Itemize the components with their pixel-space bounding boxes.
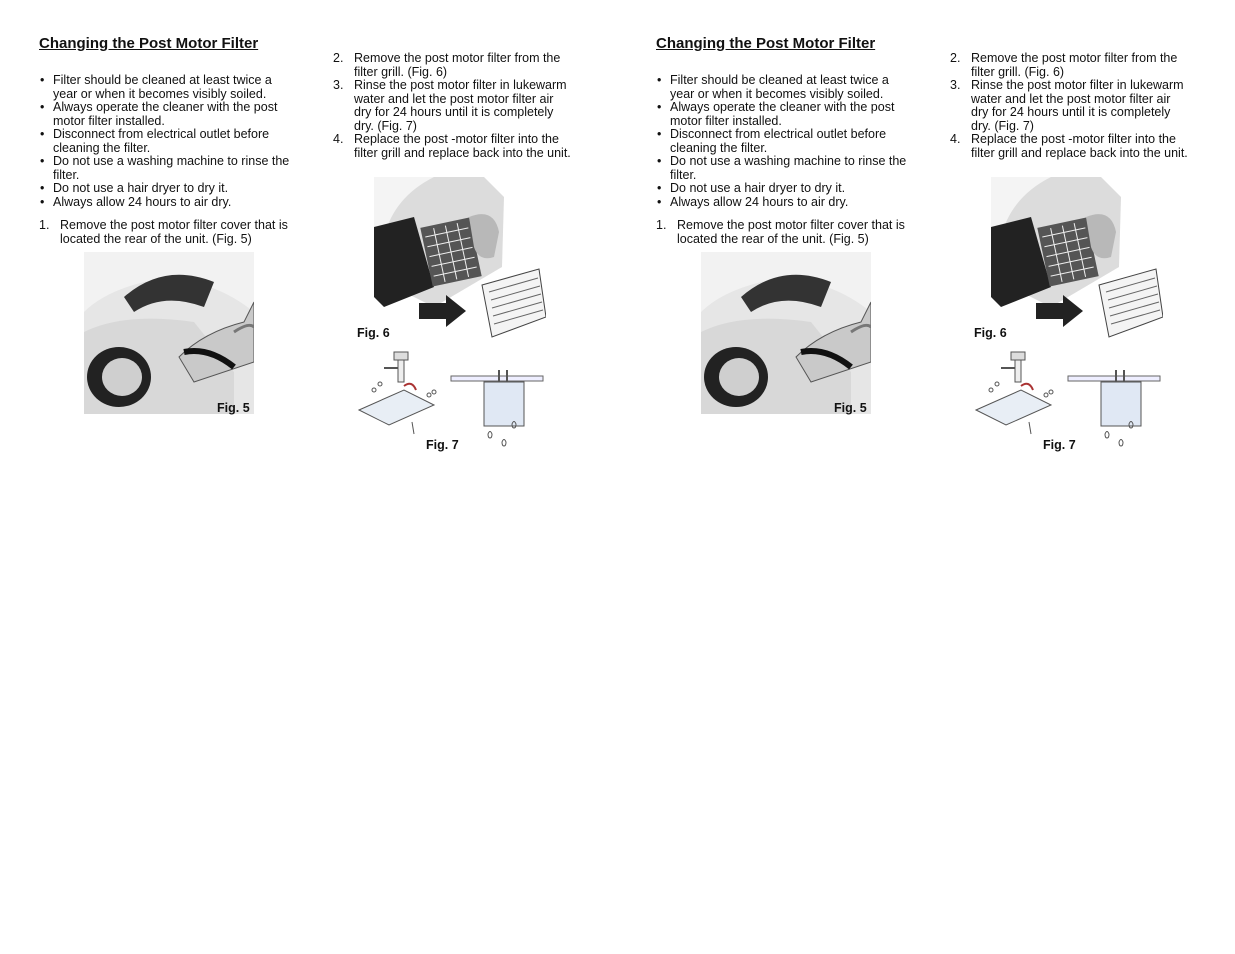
fig7-illustration [971,350,1161,450]
manual-page-left [0,0,617,954]
step-item [656,219,916,246]
step-number: 4. [333,132,344,146]
list-item: • Do not use a hair dryer to dry it. [656,182,916,196]
list-item: • Disconnect from electrical outlet before cleaning the filter. [39,128,299,155]
fig7-illustration [354,350,544,450]
fig6-label: Fig. 6 [357,326,390,340]
fig7-label: Fig. 7 [426,438,459,452]
step-number: 3. [333,78,344,92]
fig5-label: Fig. 5 [834,401,867,415]
step-number: 2. [950,51,961,65]
step-number: 2. [333,51,344,65]
step-text: Replace the post -motor filter into the filter grill and replace back into the unit. [354,132,571,160]
step-item [950,52,1190,79]
step-item [950,79,1190,133]
step-item [333,52,573,79]
step-item [39,219,299,246]
list-item: • Do not use a washing machine to rinse the filter. [656,155,916,182]
step-item [333,79,573,133]
fig5-illustration [84,252,254,414]
precautions-list [656,74,916,209]
step-text: Remove the post motor filter from the filter grill. (Fig. 6) [354,51,561,79]
step-list-first [39,219,299,246]
fig6-label: Fig. 6 [974,326,1007,340]
list-item: • Disconnect from electrical outlet before cleaning the filter. [656,128,916,155]
list-item: • Filter should be cleaned at least twice a year or when it becomes visibly soiled. [656,74,916,101]
step-number: 4. [950,132,961,146]
step-text: Rinse the post motor filter in lukewarm water and let the post motor filter air dry for 24 hours until it is completely dry. (Fig. 7) [971,78,1184,133]
step-list-first [656,219,916,246]
step-number: 1. [656,218,667,232]
step-text: Rinse the post motor filter in lukewarm water and let the post motor filter air dry for 24 hours until it is completely dry. (Fig. 7) [354,78,567,133]
manual-page-right [617,0,1234,954]
step-text: Remove the post motor filter cover that is located the rear of the unit. (Fig. 5) [60,218,288,246]
step-text: Replace the post -motor filter into the filter grill and replace back into the unit. [971,132,1188,160]
list-item: • Do not use a washing machine to rinse the filter. [39,155,299,182]
step-number: 3. [950,78,961,92]
fig5-label: Fig. 5 [217,401,250,415]
step-item [950,133,1190,160]
step-item [333,133,573,160]
fig7-label: Fig. 7 [1043,438,1076,452]
step-number: 1. [39,218,50,232]
list-item: • Always allow 24 hours to air dry. [656,196,916,210]
step-text: Remove the post motor filter cover that is located the rear of the unit. (Fig. 5) [677,218,905,246]
list-item: • Always operate the cleaner with the post motor filter installed. [39,101,299,128]
fig5-illustration [701,252,871,414]
list-item: • Filter should be cleaned at least twice a year or when it becomes visibly soiled. [39,74,299,101]
step-list-rest [333,52,573,160]
list-item: • Always allow 24 hours to air dry. [39,196,299,210]
precautions-list [39,74,299,209]
fig6-illustration [374,177,546,342]
section-heading: Changing the Post Motor Filter [656,35,876,52]
step-text: Remove the post motor filter from the filter grill. (Fig. 6) [971,51,1178,79]
fig6-illustration [991,177,1163,342]
section-heading: Changing the Post Motor Filter [39,35,259,52]
list-item: • Do not use a hair dryer to dry it. [39,182,299,196]
step-list-rest [950,52,1190,160]
list-item: • Always operate the cleaner with the post motor filter installed. [656,101,916,128]
